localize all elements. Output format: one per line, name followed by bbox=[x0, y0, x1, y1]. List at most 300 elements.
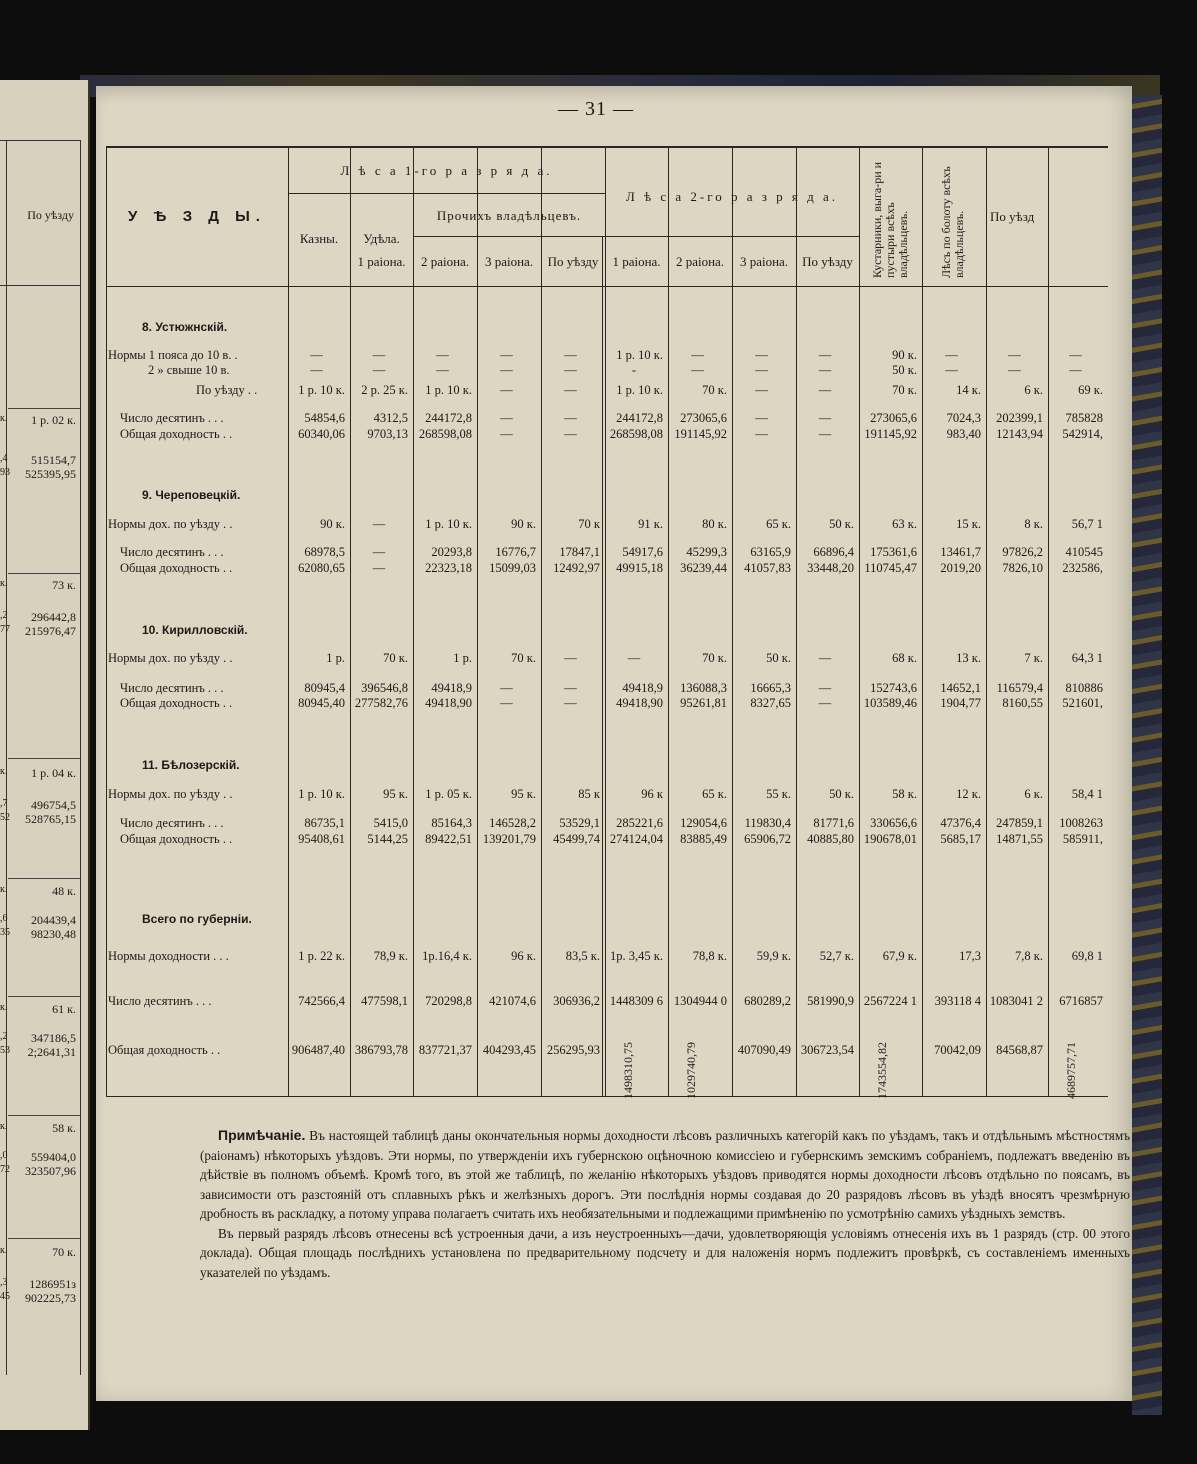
col-header-lesa2: Л ѣ с а 2-го р а з р я д а. bbox=[625, 189, 839, 204]
table-cell: 62080,65 bbox=[298, 561, 345, 575]
table-cell: 9703,13 bbox=[367, 427, 408, 441]
table-cell: — bbox=[564, 651, 577, 665]
table-cell: — bbox=[818, 383, 832, 397]
table-cell: 152743,6 bbox=[870, 681, 917, 695]
table-cell: — bbox=[436, 348, 449, 362]
table-cell: 80 к. bbox=[702, 517, 727, 531]
col-header-r3b: 3 раiона. bbox=[739, 254, 789, 269]
table-cell: 1р.16,4 к. bbox=[422, 949, 472, 963]
table-cell: 1008263 bbox=[1059, 816, 1103, 830]
table-cell: — bbox=[372, 363, 386, 377]
table-cell: — bbox=[500, 696, 513, 710]
table-cell: 273065,6 bbox=[870, 411, 917, 425]
table-cell: 2 р. 25 к. bbox=[361, 383, 408, 397]
left-page-value: 1286951з bbox=[29, 1277, 76, 1291]
table-cell: 1 р. bbox=[453, 651, 472, 665]
table-cell: 7826,10 bbox=[1002, 561, 1043, 575]
table-cell: 1029740,79 bbox=[684, 1042, 698, 1099]
row-label: Общая доходность . . bbox=[120, 427, 233, 441]
table-cell: 12143,94 bbox=[996, 427, 1043, 441]
table-cell: 33448,20 bbox=[807, 561, 854, 575]
table-cell: — bbox=[500, 427, 513, 441]
left-page-value: 48 к. bbox=[52, 884, 76, 898]
table-cell: 50 к. bbox=[829, 787, 854, 801]
left-page-value: 204439,4 bbox=[31, 913, 76, 927]
row-label: Число десятинъ . . . bbox=[120, 816, 224, 830]
left-page-value: 296442,8 bbox=[31, 610, 76, 624]
table-cell: 54917,6 bbox=[622, 545, 663, 559]
table-cell: — bbox=[436, 363, 449, 377]
table-cell: 146528,2 bbox=[489, 816, 536, 830]
table-cell: — bbox=[818, 651, 832, 665]
table-cell: 50 к. bbox=[892, 363, 917, 377]
table-cell: 83,5 к. bbox=[565, 949, 600, 963]
left-page-value: 347186,5 bbox=[31, 1031, 76, 1045]
table-cell: 14871,55 bbox=[996, 832, 1043, 846]
table-cell: 78,9 к. bbox=[373, 949, 408, 963]
table-cell: 15 к. bbox=[956, 517, 981, 531]
table-cell: — bbox=[818, 681, 832, 695]
table-cell: 477598,1 bbox=[361, 994, 408, 1008]
table-cell: 17,3 bbox=[959, 949, 981, 963]
row-label: Число десятинъ . . . bbox=[108, 994, 212, 1008]
table-cell: 785828 bbox=[1065, 411, 1103, 425]
col-header-po_uezdu_b: По уѣзду bbox=[802, 254, 853, 269]
table-cell: 95261,81 bbox=[680, 696, 727, 710]
left-page-prefix: к. bbox=[0, 413, 8, 424]
table-cell: — bbox=[310, 348, 323, 362]
table-cell: 268598,08 bbox=[609, 427, 663, 441]
table-cell: 59,9 к. bbox=[756, 949, 791, 963]
table-cell: 78,8 к. bbox=[692, 949, 727, 963]
table-cell: 50 к. bbox=[829, 517, 854, 531]
table-cell: 139201,79 bbox=[482, 832, 536, 846]
table-cell: 268598,08 bbox=[418, 427, 472, 441]
table-cell: 70 к. bbox=[892, 383, 917, 397]
page-number: — 31 — bbox=[558, 98, 634, 120]
table-cell: — bbox=[945, 363, 958, 377]
table-cell: 6 к. bbox=[1024, 787, 1043, 801]
table-cell: 410545 bbox=[1065, 545, 1103, 559]
col-header-po-uezdu-total: По уѣзд bbox=[990, 209, 1035, 224]
table-cell: 70 к. bbox=[511, 651, 536, 665]
col-header-r2b: 2 раiона. bbox=[675, 254, 725, 269]
table-cell: 191145,92 bbox=[864, 427, 917, 441]
table-cell: 81771,6 bbox=[813, 816, 854, 830]
table-cell: 69 к. bbox=[1078, 383, 1103, 397]
table-cell: 1 р. 10 к. bbox=[616, 383, 663, 397]
left-page-value: 98230,48 bbox=[31, 927, 76, 941]
table-cell: — bbox=[818, 363, 832, 377]
table-cell: 97826,2 bbox=[1002, 545, 1043, 559]
table-cell: — bbox=[372, 545, 386, 559]
table-cell: — bbox=[755, 427, 768, 441]
section-title: 10. Кирилловскій. bbox=[142, 623, 248, 637]
col-header-r2: 2 раiона. bbox=[420, 254, 470, 269]
table-cell: 521601, bbox=[1062, 696, 1103, 710]
table-cell: — bbox=[755, 411, 768, 425]
table-cell: — bbox=[755, 363, 768, 377]
col-header-po_uezdu: По уѣзду bbox=[547, 254, 599, 269]
table-cell: 273065,6 bbox=[680, 411, 727, 425]
table-cell: 4689757,71 bbox=[1064, 1042, 1078, 1099]
left-page-prefix: ,6 bbox=[0, 913, 8, 924]
table-cell: 190678,01 bbox=[863, 832, 917, 846]
left-page-value: 1 р. 04 к. bbox=[31, 766, 76, 780]
table-cell: 404293,45 bbox=[482, 1043, 536, 1057]
table-cell: 70 к. bbox=[702, 651, 727, 665]
left-page-value: 515154,7 bbox=[31, 453, 76, 467]
note-paragraph-1: Въ настоящей таблицѣ даны окончательныя нормы доходности лѣсовъ различныхъ категорій какъ по уѣздамъ, такъ и отдѣльнымъ мѣстностямъ (раіонамъ) нѣкоторыхъ уѣздовъ. Эти нормы, по утвержденіи ихъ губернскою оцѣночною комиссіею и губернскимъ земскимъ собраніемъ, подлежатъ введенію въ дѣйствіе въ полномъ объемѣ. Кромѣ того, въ этой же таблицѣ, по желанію нѣкоторыхъ уѣздовъ приводятся нормы доходности лѣсовъ отдѣльно по поясамъ, въ зависимости отъ разстояній отъ сплавныхъ рѣкъ и желѣзныхъ дорогъ. Эти послѣднія нормы создавая до 20 разрядовъ лѣсовъ въ уѣздѣ вносятъ чрезмѣрную дробность въ раскладку, а потому управа полагаетъ считать ихъ необязательными и подлежащими примѣненію по усмотрѣнію самихъ уѣздныхъ земствъ. bbox=[200, 1128, 1131, 1221]
left-page-prefix: 72 bbox=[0, 1164, 10, 1175]
table-cell: 70042,09 bbox=[934, 1043, 981, 1057]
table-cell: 90 к. bbox=[511, 517, 536, 531]
table-cell: 36239,44 bbox=[680, 561, 727, 575]
table-cell: 5685,17 bbox=[940, 832, 981, 846]
row-label: Нормы 1 пояса до 10 в. . bbox=[108, 348, 238, 362]
table-cell: — bbox=[1069, 363, 1082, 377]
col-header-r3: 3 раiона. bbox=[484, 254, 534, 269]
table-cell: 720298,8 bbox=[425, 994, 472, 1008]
table-cell: 1 р. 10 к. bbox=[616, 348, 663, 362]
table-cell: 1 р. 05 к. bbox=[425, 787, 472, 801]
col-header-kazny: Казны. bbox=[299, 231, 339, 246]
left-page-prefix: к. bbox=[0, 578, 8, 589]
row-label: Нормы доходности . . . bbox=[108, 949, 229, 963]
table-cell: — bbox=[755, 348, 768, 362]
book-spine-edge bbox=[1132, 95, 1162, 1415]
table-cell: — bbox=[500, 411, 513, 425]
table-cell: 244172,8 bbox=[425, 411, 472, 425]
table-cell: — bbox=[945, 348, 958, 362]
table-cell: 274124,04 bbox=[609, 832, 663, 846]
table-cell: 58 к. bbox=[892, 787, 917, 801]
table-cell: 85 к bbox=[578, 787, 600, 801]
table-cell: 60340,06 bbox=[298, 427, 345, 441]
table-cell: - bbox=[631, 363, 637, 377]
table-cell: 89422,51 bbox=[425, 832, 472, 846]
col-header-r1b: 1 раiона. bbox=[612, 254, 661, 269]
table-cell: 1 р. 22 к. bbox=[298, 949, 345, 963]
row-label: Нормы дох. по уѣзду . . bbox=[108, 517, 233, 531]
row-label: Число десятинъ . . . bbox=[120, 545, 224, 559]
left-page-prefix: ,2 bbox=[0, 610, 8, 621]
table-cell: 983,40 bbox=[946, 427, 981, 441]
left-page-value: 73 к. bbox=[52, 578, 76, 592]
table-cell: 14652,1 bbox=[940, 681, 981, 695]
table-cell: 837721,37 bbox=[418, 1043, 472, 1057]
table-cell: 396546,8 bbox=[361, 681, 408, 695]
col-header-udela: Удѣла. bbox=[363, 231, 400, 246]
table-cell: 80945,4 bbox=[304, 681, 345, 695]
col-header-lesa1: Л ѣ с а 1-го р а з р я д а. bbox=[340, 163, 553, 178]
row-label: Нормы дох. по уѣзду . . bbox=[108, 651, 233, 665]
table-cell: 67,9 к. bbox=[882, 949, 917, 963]
table-cell: 1 р. 10 к. bbox=[425, 517, 472, 531]
table-cell: 96 к. bbox=[511, 949, 536, 963]
left-page-value: 70 к. bbox=[52, 1245, 76, 1259]
table-cell: 49418,9 bbox=[622, 681, 663, 695]
section-title: 11. Бѣлозерскій. bbox=[142, 758, 240, 772]
table-cell: 8327,65 bbox=[750, 696, 791, 710]
table-cell: — bbox=[1069, 348, 1082, 362]
left-page-value: 528765,15 bbox=[25, 812, 76, 826]
table-cell: 68978,5 bbox=[304, 545, 345, 559]
table-cell: — bbox=[372, 561, 386, 575]
row-label: Общая доходность . . bbox=[120, 832, 233, 846]
table-cell: 90 к. bbox=[892, 348, 917, 362]
table-cell: 110745,47 bbox=[864, 561, 917, 575]
section-title: Всего по губерніи. bbox=[142, 912, 252, 926]
table-cell: 63 к. bbox=[892, 517, 917, 531]
table-cell: 810886 bbox=[1065, 681, 1103, 695]
table-cell: 285221,6 bbox=[616, 816, 663, 830]
left-page-prefix: к. bbox=[0, 766, 8, 777]
table-cell: 63165,9 bbox=[750, 545, 791, 559]
table-cell: — bbox=[500, 681, 513, 695]
table-cell: 581990,9 bbox=[807, 994, 854, 1008]
table-cell: 49418,9 bbox=[431, 681, 472, 695]
table-cell: 90 к. bbox=[320, 517, 345, 531]
row-label: Нормы дох. по уѣзду . . bbox=[108, 787, 233, 801]
table-cell: 421074,6 bbox=[489, 994, 536, 1008]
table-cell: 16665,3 bbox=[750, 681, 791, 695]
table-cell: 85164,3 bbox=[431, 816, 472, 830]
row-label: Число десятинъ . . . bbox=[120, 411, 224, 425]
table-cell: 17847,1 bbox=[559, 545, 600, 559]
table-cell: 116579,4 bbox=[996, 681, 1043, 695]
table-cell: — bbox=[564, 681, 577, 695]
table-cell: 45299,3 bbox=[686, 545, 727, 559]
left-page-value: 496754,5 bbox=[31, 798, 76, 812]
left-page-prefix: 45 bbox=[0, 1291, 10, 1302]
table-cell: 15099,03 bbox=[489, 561, 536, 575]
table-cell: 6 к. bbox=[1024, 383, 1043, 397]
table-cell: 191145,92 bbox=[674, 427, 727, 441]
left-page-prefix: ,0 bbox=[0, 1150, 8, 1161]
table-cell: — bbox=[627, 651, 641, 665]
left-page-prefix: ,3 bbox=[0, 1277, 8, 1288]
col-header-r1: 1 раiона. bbox=[357, 254, 406, 269]
table-cell: 7 к. bbox=[1024, 651, 1043, 665]
table-cell: — bbox=[1008, 363, 1021, 377]
table-cell: 49418,90 bbox=[616, 696, 663, 710]
table-cell: 330656,6 bbox=[870, 816, 917, 830]
table-cell: — bbox=[500, 363, 513, 377]
left-page-prefix: 53 bbox=[0, 1045, 10, 1056]
table-cell: 45499,74 bbox=[553, 832, 600, 846]
table-cell: 8 к. bbox=[1024, 517, 1043, 531]
table-cell: 1498310,75 bbox=[621, 1042, 635, 1099]
table-cell: 13 к. bbox=[956, 651, 981, 665]
table-cell: 66896,4 bbox=[813, 545, 854, 559]
table-cell: 70 к. bbox=[702, 383, 727, 397]
left-page-value: 559404,0 bbox=[31, 1150, 76, 1164]
table-cell: 542914, bbox=[1062, 427, 1103, 441]
table-cell: 306723,54 bbox=[800, 1043, 854, 1057]
table-cell: 12492,97 bbox=[553, 561, 600, 575]
table-cell: 56,7 1 bbox=[1071, 517, 1103, 531]
table-cell: 95 к. bbox=[511, 787, 536, 801]
col-header-prochikh: Прочихъ владѣльцевъ. bbox=[436, 208, 582, 223]
table-cell: 407090,49 bbox=[737, 1043, 791, 1057]
table-cell: 65906,72 bbox=[744, 832, 791, 846]
note-paragraph-2: Въ первый разрядъ лѣсовъ отнесены всѣ устроенныя дачи, а изъ неустроенныхъ—дачи, удовлетворяющія условіямъ отнесенія ихъ въ 1 разрядъ (стр. 00 этого доклада). Общая площадь послѣднихъ установлена по предварительному подсчету и для наложенія нормъ подлежитъ провѣркѣ, съ составленіемъ именныхъ указателей по уѣздамъ. bbox=[200, 1225, 1130, 1280]
table-cell: 14 к. bbox=[956, 383, 981, 397]
table-cell: — bbox=[691, 348, 704, 362]
table-cell: 119830,4 bbox=[744, 816, 791, 830]
table-cell: 83885,49 bbox=[680, 832, 727, 846]
section-title: 8. Устюжнскій. bbox=[142, 320, 228, 334]
left-page-prefix: ,2 bbox=[0, 1031, 8, 1042]
table-cell: 103589,46 bbox=[863, 696, 917, 710]
table-cell: — bbox=[372, 517, 386, 531]
table-cell: 70 к. bbox=[383, 651, 408, 665]
table-cell: 20293,8 bbox=[431, 545, 472, 559]
book-page bbox=[96, 86, 1132, 1401]
table-cell: 91 к. bbox=[638, 517, 663, 531]
table-cell: — bbox=[564, 411, 577, 425]
table-cell: 1448309 6 bbox=[609, 994, 663, 1008]
table-cell: 53529,1 bbox=[559, 816, 600, 830]
table-cell: 386793,78 bbox=[354, 1043, 408, 1057]
left-page-prefix: к. bbox=[0, 1002, 8, 1013]
table-cell: — bbox=[372, 348, 386, 362]
table-cell: 6716857 bbox=[1059, 994, 1103, 1008]
table-cell: 70 к bbox=[578, 517, 600, 531]
table-cell: 7024,3 bbox=[946, 411, 981, 425]
table-cell: 52,7 к. bbox=[819, 949, 854, 963]
table-cell: 49915,18 bbox=[616, 561, 663, 575]
table-cell: 50 к. bbox=[766, 651, 791, 665]
col-header-les-po-bolotu: Лѣсъ по болоту всѣхъ владѣльцевъ. bbox=[939, 166, 966, 278]
table-cell: 69,8 1 bbox=[1071, 949, 1103, 963]
table-cell: 54854,6 bbox=[304, 411, 345, 425]
table-cell: — bbox=[564, 427, 577, 441]
row-label: 2 » свыше 10 в. bbox=[148, 363, 230, 377]
table-cell: 8160,55 bbox=[1002, 696, 1043, 710]
left-page-prefix: ,7 bbox=[0, 798, 8, 809]
table-cell: — bbox=[564, 348, 577, 362]
table-cell: 202399,1 bbox=[996, 411, 1043, 425]
table-cell: 2019,20 bbox=[940, 561, 981, 575]
row-label: Общая доходность . . bbox=[120, 696, 233, 710]
left-page-fragment bbox=[0, 80, 90, 1430]
footnote bbox=[200, 1126, 1130, 1282]
table-cell: 277582,76 bbox=[354, 696, 408, 710]
table-cell: 5415,0 bbox=[373, 816, 408, 830]
table-cell: 1р. 3,45 к. bbox=[610, 949, 663, 963]
table-cell: 1904,77 bbox=[940, 696, 981, 710]
left-page-prefix: ,4 bbox=[0, 453, 8, 464]
table-cell: 95408,61 bbox=[298, 832, 345, 846]
table-cell: 86735,1 bbox=[304, 816, 345, 830]
table-cell: 742566,4 bbox=[298, 994, 345, 1008]
table-cell: — bbox=[818, 427, 832, 441]
note-lead: Примѣчаніе. bbox=[218, 1127, 306, 1143]
table-cell: — bbox=[755, 383, 768, 397]
left-page-value: 215976,47 bbox=[25, 624, 76, 638]
table-cell: 7,8 к. bbox=[1015, 949, 1043, 963]
table-cell: 13461,7 bbox=[940, 545, 981, 559]
left-page-prefix: 35 bbox=[0, 927, 10, 938]
table-cell: — bbox=[564, 363, 577, 377]
left-page-value: 323507,96 bbox=[25, 1164, 76, 1178]
table-cell: 65 к. bbox=[702, 787, 727, 801]
table-cell: 1 р. 10 к. bbox=[298, 383, 345, 397]
table-cell: 1 р. bbox=[326, 651, 345, 665]
table-cell: 136088,3 bbox=[680, 681, 727, 695]
table-cell: 129054,6 bbox=[680, 816, 727, 830]
table-cell: 306936,2 bbox=[553, 994, 600, 1008]
table-cell: 84568,87 bbox=[996, 1043, 1043, 1057]
table-cell: 16776,7 bbox=[495, 545, 536, 559]
table-cell: — bbox=[564, 383, 577, 397]
table-cell: 49418,90 bbox=[425, 696, 472, 710]
table-cell: 1 р. 10 к. bbox=[425, 383, 472, 397]
table-cell: — bbox=[1008, 348, 1021, 362]
table-cell: 906487,40 bbox=[291, 1043, 345, 1057]
table-cell: 55 к. bbox=[766, 787, 791, 801]
table-cell: 96 к bbox=[641, 787, 663, 801]
left-page-prefix: к. bbox=[0, 1245, 8, 1256]
table-cell: 1304944 0 bbox=[673, 994, 727, 1008]
left-page-prefix: 77 bbox=[0, 624, 10, 635]
table-cell: — bbox=[818, 411, 832, 425]
table-cell: 232586, bbox=[1062, 561, 1103, 575]
table-cell: — bbox=[500, 383, 513, 397]
table-cell: 2567224 1 bbox=[863, 994, 917, 1008]
left-page-prefix: 93 bbox=[0, 467, 10, 478]
table-cell: — bbox=[310, 363, 323, 377]
table-cell: 40885,80 bbox=[807, 832, 854, 846]
left-page-value: 2;2641,31 bbox=[27, 1045, 76, 1059]
table-cell: 1 р. 10 к. bbox=[298, 787, 345, 801]
table-cell: — bbox=[818, 348, 832, 362]
table-cell: 393118 4 bbox=[934, 994, 981, 1008]
left-page-value: 1 р. 02 к. bbox=[31, 413, 76, 427]
table-cell: 41057,83 bbox=[744, 561, 791, 575]
left-page-value: 902225,73 bbox=[25, 1291, 76, 1305]
table-cell: 680289,2 bbox=[744, 994, 791, 1008]
col-header-uezdy: У Ѣ З Д Ы. bbox=[128, 208, 266, 225]
row-label: Общая доходность . . bbox=[120, 561, 233, 575]
left-page-prefix: к. bbox=[0, 884, 8, 895]
table-cell: 256295,93 bbox=[546, 1043, 600, 1057]
row-label: По уѣзду . . bbox=[196, 383, 258, 397]
left-page-value: 58 к. bbox=[52, 1121, 76, 1135]
table-cell: — bbox=[500, 348, 513, 362]
table-cell: 12 к. bbox=[956, 787, 981, 801]
table-cell: — bbox=[691, 363, 704, 377]
table-cell: 1743554,82 bbox=[875, 1042, 889, 1099]
table-cell: — bbox=[818, 696, 832, 710]
row-label: Общая доходность . . bbox=[108, 1043, 221, 1057]
table-cell: 95 к. bbox=[383, 787, 408, 801]
table-cell: 247859,1 bbox=[996, 816, 1043, 830]
row-label: Число десятинъ . . . bbox=[120, 681, 224, 695]
col-header-kustarniki: Кустарники, выга-ри и пустыри всѣхъ владѣльцевъ. bbox=[870, 161, 910, 278]
left-page-prefix: к. bbox=[0, 1121, 8, 1132]
left-page-value: 525395,95 bbox=[25, 467, 76, 481]
table-cell: 58,4 1 bbox=[1071, 787, 1103, 801]
table-cell: 47376,4 bbox=[940, 816, 981, 830]
left-page-value: 61 к. bbox=[52, 1002, 76, 1016]
left-page-prefix: 52 bbox=[0, 812, 10, 823]
left-page-header: По уѣзду bbox=[27, 208, 74, 222]
table-cell: 22323,18 bbox=[425, 561, 472, 575]
table-cell: 68 к. bbox=[892, 651, 917, 665]
